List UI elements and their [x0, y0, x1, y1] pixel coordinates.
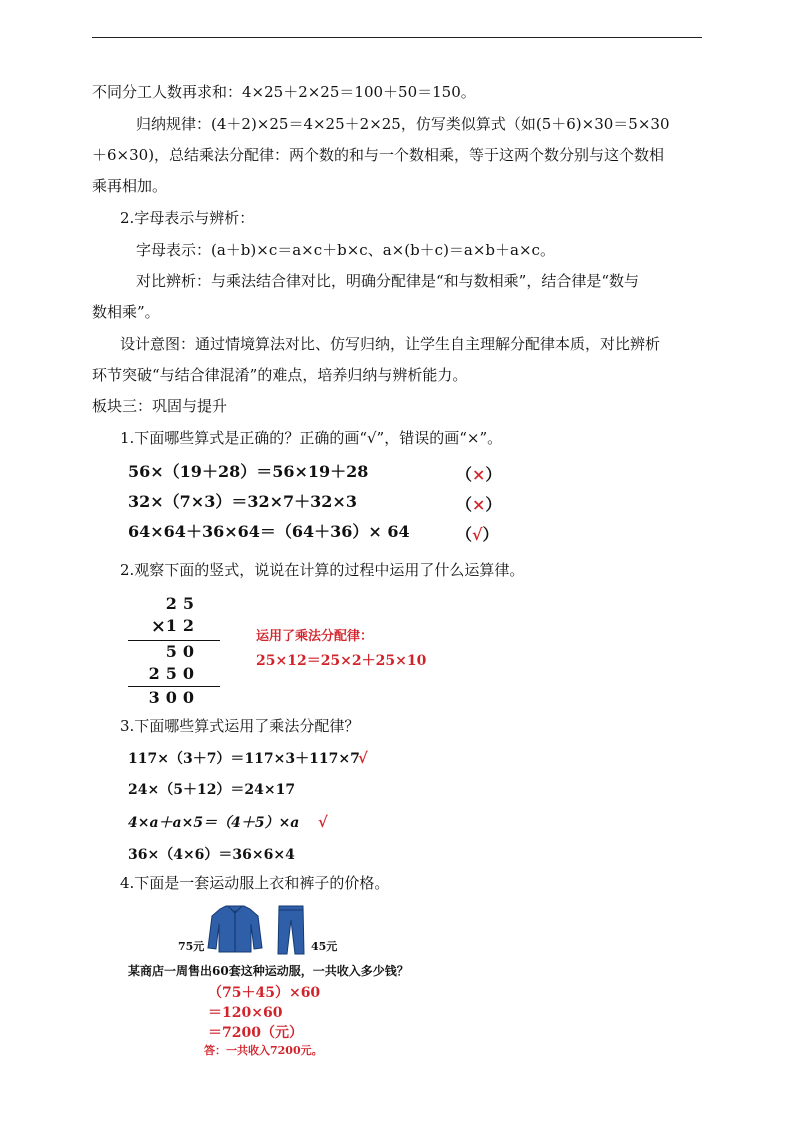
vertical-result: 300 [148, 688, 200, 707]
q3-expression-3: 4×a＋a×5＝（4＋5）×a [128, 815, 300, 831]
q4-step-3: ＝7200（元） [208, 1025, 303, 1041]
check-mark-icon: √ [472, 525, 483, 544]
q1-answer-3 [456, 522, 499, 545]
vertical-line-1 [128, 640, 220, 641]
paragraph-2-line3: 乘再相加。 [92, 177, 168, 195]
header-rule [92, 37, 702, 38]
vertical-multiplicand: 25 [165, 594, 200, 613]
jacket-icon [206, 904, 264, 954]
q1-expression-1: 56×（19＋28）＝56×19＋28 [128, 462, 369, 481]
times-sign: × [150, 616, 166, 637]
pants-price: 45元 [311, 940, 338, 953]
design-intent-line1: 设计意图：通过情境算法对比、仿写归纳，让学生自主理解分配律本质，对比辨析 [120, 335, 661, 353]
open-paren: （ [456, 525, 473, 544]
open-paren: （ [456, 495, 473, 514]
q1-question: 1.下面哪些算式是正确的？正确的画“√”，错误的画“×”。 [120, 429, 503, 447]
q4-step-2: ＝120×60 [208, 1005, 283, 1021]
q3-question: 3.下面哪些算式运用了乘法分配律？ [120, 717, 360, 735]
q3-expression-2: 24×（5＋12）＝24×17 [128, 782, 296, 798]
pants-icon [276, 904, 306, 956]
q1-answer-1 [456, 462, 501, 485]
q3-expression-1: 117×（3＋7）＝117×3＋117×7 [128, 751, 360, 767]
q2-question: 2.观察下面的竖式，说说在计算的过程中运用了什么运算律。 [120, 561, 525, 579]
paragraph-1: 不同分工人数再求和：4×25＋2×25＝100＋50＝150。 [92, 83, 476, 101]
close-paren: ） [485, 465, 502, 484]
close-paren: ） [485, 495, 502, 514]
section-2-compare-line2: 数相乘”。 [92, 303, 160, 321]
check-mark-icon: √ [358, 749, 368, 767]
q1-expression-3: 64×64＋36×64＝（64＋36）× 64 [128, 522, 410, 541]
jacket-price: 75元 [178, 940, 205, 953]
q4-step-1: （75＋45）×60 [208, 985, 321, 1001]
cross-mark-icon: × [472, 495, 486, 514]
q4-question: 4.下面是一套运动服上衣和裤子的价格。 [120, 874, 390, 892]
q4-answer: 答：一共收入7200元。 [204, 1044, 323, 1057]
section-2-formula: 字母表示：(a＋b)×c＝a×c＋b×c、a×(b＋c)＝a×b＋a×c。 [136, 241, 555, 259]
design-intent-line2: 环节突破“与结合律混淆”的难点，培养归纳与辨析能力。 [92, 366, 468, 384]
q1-answer-2 [456, 492, 501, 515]
section-2-title: 2.字母表示与辨析： [120, 209, 255, 227]
block-3-heading: 板块三：巩固与提升 [92, 397, 228, 415]
paragraph-2-line2: ＋6×30)，总结乘法分配律：两个数的和与一个数相乘，等于这两个数分别与这个数相 [92, 146, 665, 164]
vertical-multiplier: 12 [165, 616, 200, 635]
q3-expression-4: 36×（4×6）＝36×6×4 [128, 847, 295, 863]
partial-product-1: 50 [165, 642, 200, 661]
q1-expression-2: 32×（7×3）＝32×7＋32×3 [128, 492, 357, 511]
q4-problem: 某商店一周售出60套这种运动服，一共收入多少钱？ [128, 964, 409, 978]
vertical-line-2 [128, 686, 220, 687]
partial-product-2: 250 [148, 664, 200, 683]
paragraph-2-line1: 归纳规律：(4＋2)×25＝4×25＋2×25，仿写类似算式（如(5＋6)×30＝5×30 [136, 115, 670, 133]
q2-answer-line2: 25×12＝25×2＋25×10 [256, 653, 427, 669]
check-mark-icon: √ [318, 813, 328, 831]
close-paren: ） [482, 525, 499, 544]
open-paren: （ [456, 465, 473, 484]
cross-mark-icon: × [472, 465, 486, 484]
q2-answer-line1: 运用了乘法分配律： [256, 629, 374, 644]
section-2-compare-line1: 对比辨析：与乘法结合律对比，明确分配律是“和与数相乘”，结合律是“数与 [136, 272, 640, 290]
